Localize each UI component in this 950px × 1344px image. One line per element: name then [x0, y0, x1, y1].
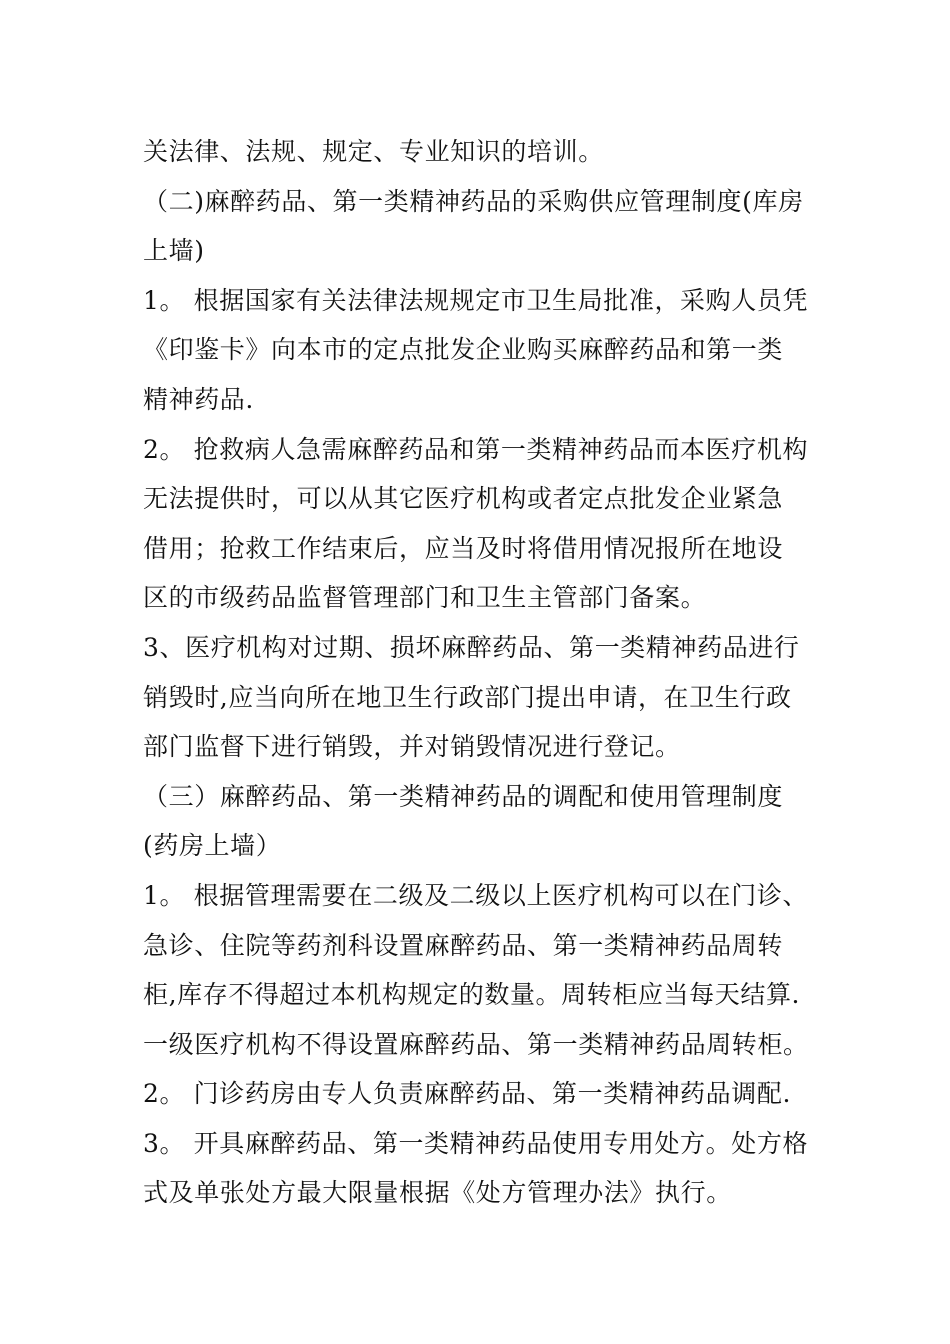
text-line: 3。 开具麻醉药品、第一类精神药品使用专用处方。处方格	[143, 1128, 809, 1158]
section-heading: （三）麻醉药品、第一类精神药品的调配和使用管理制度	[143, 781, 784, 811]
text-line: 部门监督下进行销毁，并对销毁情况进行登记。	[143, 732, 681, 762]
text-line: 精神药品.	[143, 384, 254, 414]
section-heading: 上墙)	[143, 236, 205, 266]
section-heading: （二)麻醉药品、第一类精神药品的采购供应管理制度(库房	[143, 186, 804, 216]
text-line: 急诊、住院等药剂科设置麻醉药品、第一类精神药品周转	[143, 930, 784, 960]
text-line: 借用；抢救工作结束后，应当及时将借用情况报所在地设	[143, 533, 784, 563]
text-line: 无法提供时，可以从其它医疗机构或者定点批发企业紧急	[143, 484, 784, 514]
text-line: 2。 门诊药房由专人负责麻醉药品、第一类精神药品调配.	[143, 1079, 792, 1109]
document-body	[143, 127, 813, 1218]
text-line: 2。 抢救病人急需麻醉药品和第一类精神药品而本医疗机构	[143, 434, 809, 464]
text-line: 区的市级药品监督管理部门和卫生主管部门备案。	[143, 583, 707, 613]
text-line: 《印鉴卡》向本市的定点批发企业购买麻醉药品和第一类	[143, 335, 784, 365]
text-line: 1。 根据管理需要在二级及二级以上医疗机构可以在门诊、	[143, 880, 809, 910]
text-line: 销毁时,应当向所在地卫生行政部门提出申请，在卫生行政	[143, 682, 792, 712]
text-line: 式及单张处方最大限量根据《处方管理办法》执行。	[143, 1178, 732, 1208]
text-line: 一级医疗机构不得设置麻醉药品、第一类精神药品周转柜。	[143, 1029, 809, 1059]
text-line: 柜,库存不得超过本机构规定的数量。周转柜应当每天结算.	[143, 980, 801, 1010]
text-line: 关法律、法规、规定、专业知识的培训。	[143, 137, 604, 166]
text-line: 1。 根据国家有关法律法规规定市卫生局批准，采购人员凭	[143, 285, 809, 315]
text-line: 3、医疗机构对过期、损坏麻醉药品、第一类精神药品进行	[143, 632, 800, 662]
section-heading: (药房上墙）	[143, 831, 282, 861]
